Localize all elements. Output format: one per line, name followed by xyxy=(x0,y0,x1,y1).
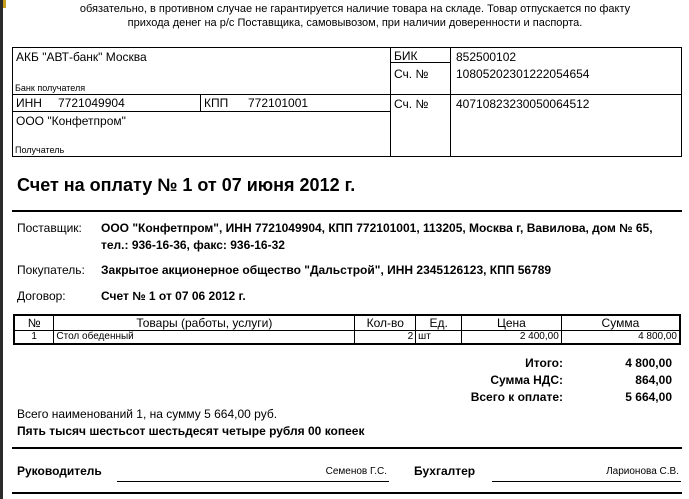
row-num: 1 xyxy=(14,331,54,345)
row-name: Стол обеденный xyxy=(54,331,355,345)
notice-line-2: прихода денег на р/с Поставщика, самовывозом, при наличии доверенности и паспорта. xyxy=(127,17,583,29)
total-label: Итого: xyxy=(525,356,563,370)
bik-label: БИК xyxy=(394,49,418,63)
page-left-edge xyxy=(0,0,3,499)
accountant-name: Ларионова С.В. xyxy=(606,466,679,477)
accountant-label: Бухгалтер xyxy=(414,464,476,478)
corr-account-value: 10805202301222054654 xyxy=(456,67,590,81)
page-corner-marker xyxy=(3,0,6,8)
supplier-value: ООО "Конфетпром", ИНН 7721049904, КПП 772101001, 113205, Москва г, Вавилова, дом № 65, тел.: 936-16-36, факс: 936-16-32 xyxy=(101,221,653,252)
bank-details-table xyxy=(12,47,682,157)
account-label: Сч. № xyxy=(394,97,429,111)
col-header-qty: Кол-во xyxy=(355,315,416,331)
col-header-price: Цена xyxy=(462,315,562,331)
bank-table-divider xyxy=(200,94,201,111)
amount-in-words: Пять тысяч шестьсот шестьдесят четыре рубля 00 копеек xyxy=(17,424,365,438)
inn-value: 7721049904 xyxy=(58,96,125,110)
bank-table-row-line xyxy=(13,111,390,112)
bik-value: 852500102 xyxy=(456,50,517,64)
row-sum: 4 800,00 xyxy=(561,331,680,345)
col-header-unit: Ед. xyxy=(416,315,462,331)
bank-name: АКБ "АВТ-банк" Москва xyxy=(16,50,147,64)
bank-recipient-label: Банк получателя xyxy=(15,83,86,93)
title-rule xyxy=(12,210,682,212)
recipient-label: Получатель xyxy=(15,145,65,155)
bank-table-divider xyxy=(450,48,451,156)
col-header-sum: Сумма xyxy=(561,315,680,331)
contract-label: Договор: xyxy=(17,289,66,303)
total-value: 4 800,00 xyxy=(625,356,672,370)
accountant-signature-line xyxy=(492,481,681,482)
vat-label: Сумма НДС: xyxy=(490,373,563,387)
bank-table-row-line xyxy=(13,94,390,95)
buyer-label: Покупатель: xyxy=(17,263,85,277)
row-unit: шт xyxy=(416,331,462,345)
bank-table-divider xyxy=(390,48,391,156)
recipient-name: ООО "Конфетпром" xyxy=(16,114,126,128)
account-value: 40710823230050064512 xyxy=(456,97,590,111)
signature-rule xyxy=(12,447,682,449)
col-header-num: № xyxy=(14,315,54,331)
contract-value: Счет № 1 от 07 06 2012 г. xyxy=(101,289,246,303)
row-qty: 2 xyxy=(355,331,416,345)
table-row xyxy=(14,331,680,345)
grand-total-value: 5 664,00 xyxy=(625,390,672,404)
col-header-goods: Товары (работы, услуги) xyxy=(54,315,355,331)
row-price: 2 400,00 xyxy=(462,331,562,345)
director-signature-line xyxy=(117,481,389,482)
items-header-row xyxy=(14,315,680,331)
vat-value: 864,00 xyxy=(635,373,672,387)
director-label: Руководитель xyxy=(17,464,102,478)
bank-table-row-line xyxy=(390,94,681,95)
director-name: Семенов Г.С. xyxy=(325,466,387,477)
corr-account-label: Сч. № xyxy=(394,67,429,81)
buyer-value: Закрытое акционерное общество "Дальстрой", ИНН 2345126123, КПП 56789 xyxy=(101,263,552,277)
items-table xyxy=(13,314,681,345)
summary-text: Всего наименований 1, на сумму 5 664,00 руб. xyxy=(17,407,278,421)
bottom-rule xyxy=(12,492,682,494)
invoice-title: Счет на оплату № 1 от 07 июня 2012 г. xyxy=(17,175,356,195)
notice-line-1: обязательно, в противном случае не гарантируется наличие товара на складе. Товар отпускается по факту xyxy=(79,3,631,15)
supplier-label: Поставщик: xyxy=(17,221,82,235)
kpp-value: 772101001 xyxy=(248,96,309,110)
grand-total-label: Всего к оплате: xyxy=(470,390,563,404)
kpp-label: КПП xyxy=(204,96,229,110)
inn-label: ИНН xyxy=(16,96,42,110)
